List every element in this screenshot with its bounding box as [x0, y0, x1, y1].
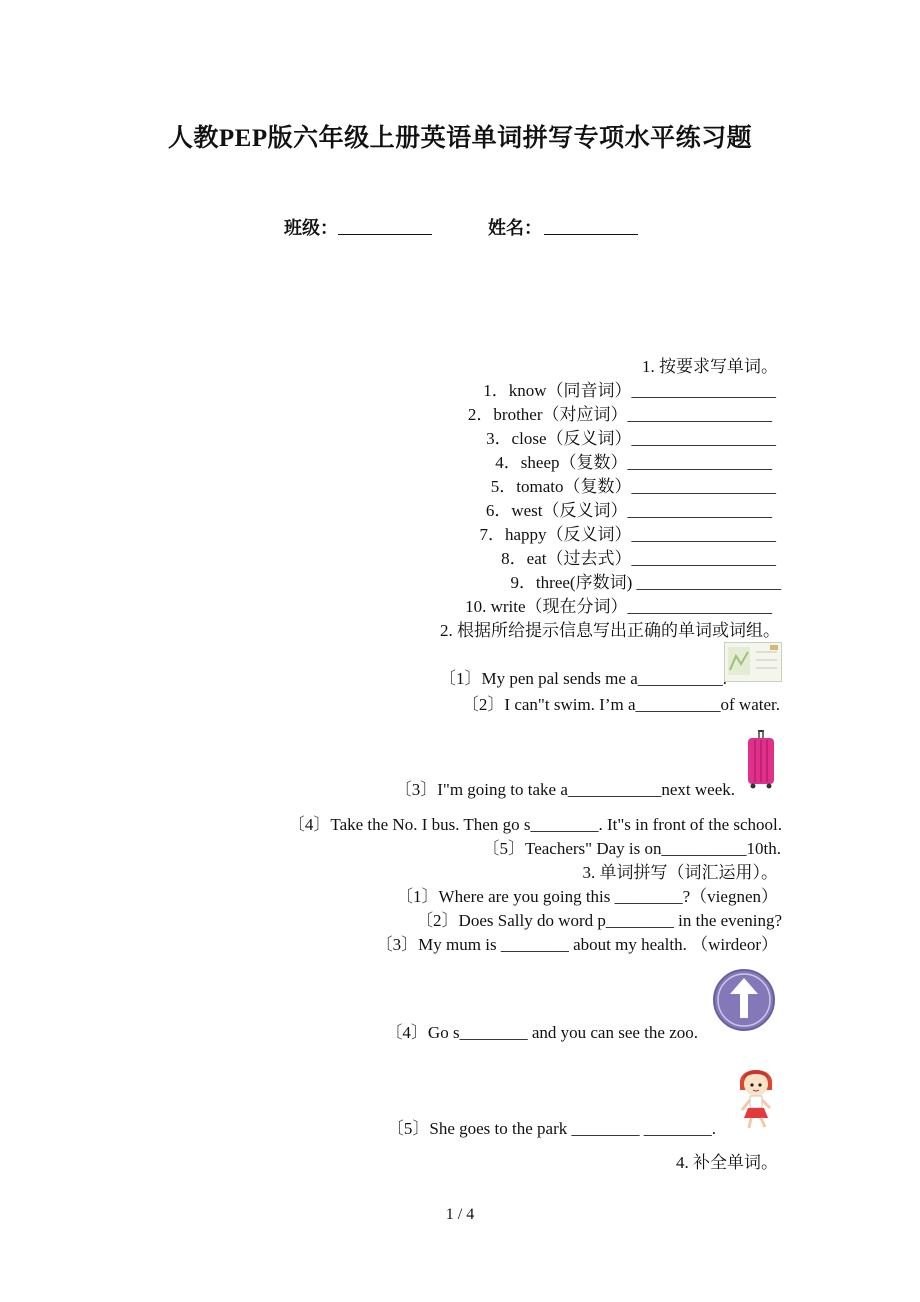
section4-heading: 4. 补全单词。: [676, 1153, 778, 1172]
postcard-image: [724, 642, 782, 682]
section3-item-4: 〔4〕Go s________ and you can see the zoo.: [385, 1023, 698, 1042]
section3-heading: 3. 单词拼写（词汇运用）。: [582, 863, 778, 882]
section2-item-2: 〔2〕I can"t swim. I’m a__________of water.: [461, 695, 780, 714]
section1-item-10: 10. write（现在分词）_________________: [465, 597, 772, 616]
name-label: 姓名：: [488, 218, 542, 238]
section3-item-5: 〔5〕She goes to the park ________ ________.: [386, 1119, 716, 1138]
section1-item-3: 3．close（反义词）_________________: [486, 429, 776, 448]
section3-item-3: 〔3〕My mum is ________ about my health. （wirdeor）: [375, 935, 778, 954]
class-label: 班级：: [284, 218, 338, 238]
cartoon-girl-walking: [732, 1060, 780, 1132]
section1-item-2: 2．brother（对应词）_________________: [467, 405, 772, 424]
page-number: 1 / 4: [445, 1206, 475, 1223]
section1-item-1: 1．know（同音词）_________________: [483, 381, 776, 400]
pink-suitcase-image: [744, 728, 778, 790]
section1-item-8: 8．eat（过去式）_________________: [501, 549, 776, 568]
section1-item-9: 9．three(序数词) _________________: [510, 573, 781, 592]
section1-heading: 1. 按要求写单词。: [642, 357, 778, 376]
section2-heading: 2. 根据所给提示信息写出正确的单词或词组。: [440, 621, 780, 640]
section2-item-4: 〔4〕Take the No. I bus. Then go s________. It"s in front of the school.: [287, 815, 782, 834]
straight-arrow-sign: [712, 968, 776, 1032]
section3-item-2: 〔2〕Does Sally do word p________ in the evening?: [416, 911, 782, 930]
section2-item-5: 〔5〕Teachers" Day is on__________10th.: [482, 839, 781, 858]
page-title: 人教PEP版六年级上册英语单词拼写专项水平练习题: [167, 125, 753, 152]
section1-item-4: 4．sheep（复数）_________________: [495, 453, 772, 472]
section1-item-6: 6．west（反义词）_________________: [485, 501, 772, 520]
section2-item-3: 〔3〕I"m going to take a___________next week.: [394, 780, 735, 799]
class-blank[interactable]: [338, 234, 432, 235]
section1-item-7: 7．happy（反义词）_________________: [479, 525, 776, 544]
name-blank[interactable]: [544, 234, 638, 235]
section3-item-1: 〔1〕Where are you going this ________?（viegnen）: [396, 887, 778, 906]
section1-item-5: 5．tomato（复数）_________________: [490, 477, 776, 496]
section2-item-1: 〔1〕My pen pal sends me a__________.: [438, 669, 727, 688]
